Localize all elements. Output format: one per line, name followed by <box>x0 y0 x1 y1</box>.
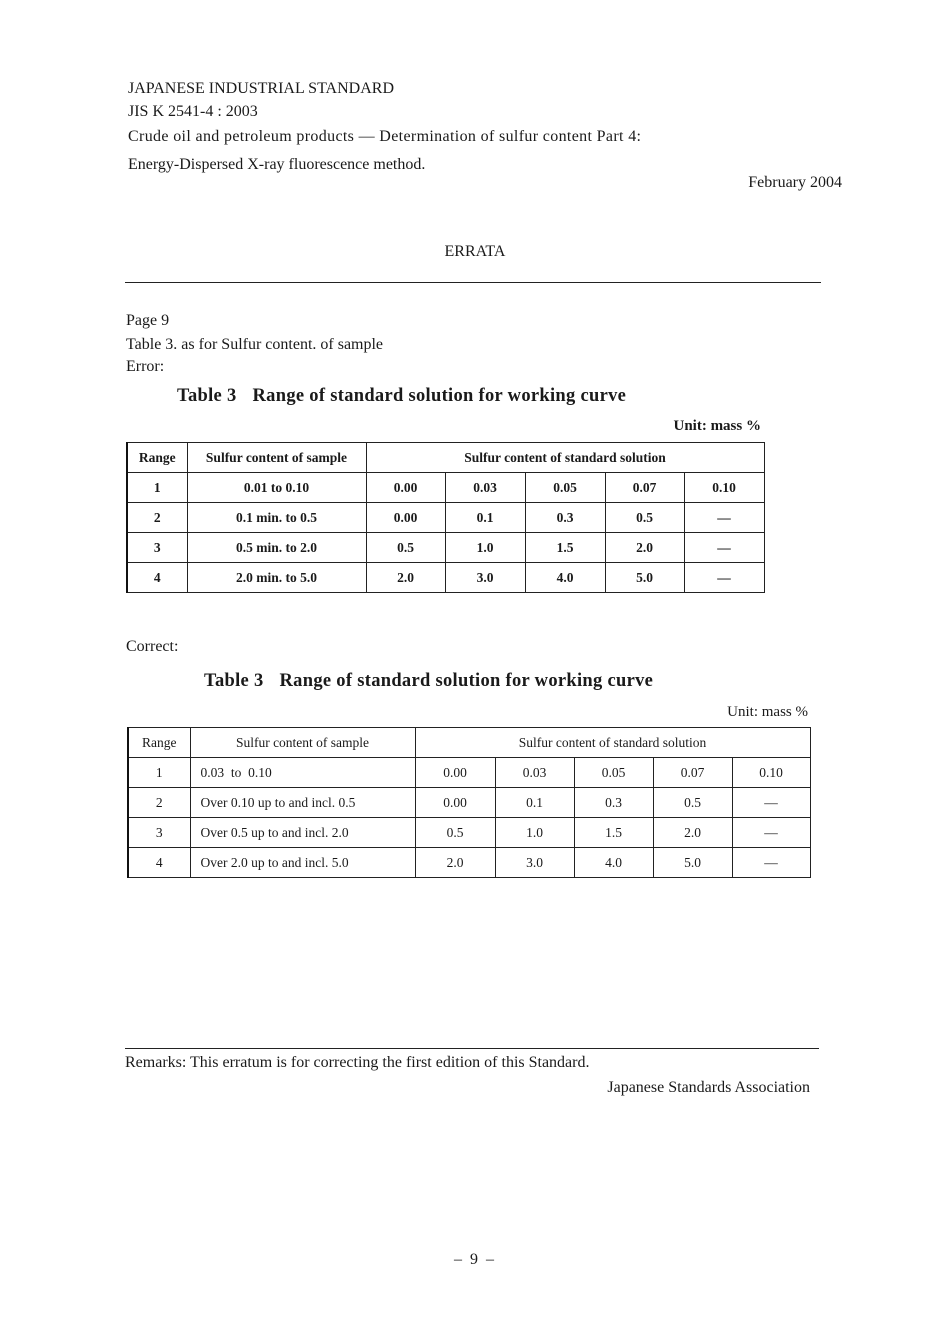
table-cell: 4.0 <box>525 563 605 593</box>
table-cell: — <box>732 848 810 878</box>
document-title: Crude oil and petroleum products — Determination of sulfur content Part 4: <box>128 128 642 145</box>
table-cell: 4 <box>128 848 190 878</box>
table-row <box>127 533 764 563</box>
table-header-row <box>127 443 764 473</box>
header-sample: Sulfur content of sample <box>187 443 366 473</box>
caption-number: Table 3 <box>177 386 237 406</box>
table-cell: 0.03 to 0.10 <box>190 758 415 788</box>
header-range: Range <box>128 728 190 758</box>
error-label: Error: <box>126 358 165 375</box>
table-cell: Over 0.5 up to and incl. 2.0 <box>190 818 415 848</box>
table-cell: 2.0 <box>653 818 732 848</box>
table-cell: 0.3 <box>525 503 605 533</box>
divider <box>125 282 821 283</box>
page-number: – 9 – <box>454 1251 496 1268</box>
table-cell: 2.0 <box>605 533 684 563</box>
table-cell: 0.5 min. to 2.0 <box>187 533 366 563</box>
table-cell: 1.5 <box>574 818 653 848</box>
page-reference: Page 9 <box>126 312 170 329</box>
table-cell: 0.3 <box>574 788 653 818</box>
header-sample: Sulfur content of sample <box>190 728 415 758</box>
table-cell: 0.07 <box>605 473 684 503</box>
table-cell: 5.0 <box>605 563 684 593</box>
table-row <box>127 473 764 503</box>
table-row <box>127 503 764 533</box>
table-cell: 0.1 <box>445 503 525 533</box>
correct-table <box>127 727 811 878</box>
table-cell: 0.5 <box>415 818 495 848</box>
table-cell: 0.01 to 0.10 <box>187 473 366 503</box>
table-cell: 1.5 <box>525 533 605 563</box>
table-reference: Table 3. as for Sulfur content. of sample <box>126 336 384 353</box>
correct-table-unit: Unit: mass % <box>727 704 808 720</box>
caption-number: Table 3 <box>204 671 264 691</box>
publisher: Japanese Standards Association <box>607 1079 810 1096</box>
table-cell: 2 <box>128 788 190 818</box>
header-range: Range <box>127 443 187 473</box>
header-standard: Sulfur content of standard solution <box>366 443 764 473</box>
document-subtitle: Energy-Dispersed X-ray fluorescence method. <box>128 156 426 173</box>
table-row <box>128 848 810 878</box>
table-cell: 2.0 min. to 5.0 <box>187 563 366 593</box>
footer-divider <box>125 1048 819 1049</box>
table-cell: 3.0 <box>495 848 574 878</box>
table-cell: 0.00 <box>415 758 495 788</box>
page-title: ERRATA <box>444 243 506 260</box>
table-cell: Over 2.0 up to and incl. 5.0 <box>190 848 415 878</box>
table-cell: 2 <box>127 503 187 533</box>
table-cell: 0.05 <box>574 758 653 788</box>
issue-date: February 2004 <box>748 174 842 191</box>
table-cell: 1.0 <box>445 533 525 563</box>
table-cell: 0.10 <box>684 473 764 503</box>
correct-label: Correct: <box>126 638 179 655</box>
table-cell: — <box>732 818 810 848</box>
table-cell: 0.05 <box>525 473 605 503</box>
table-cell: Over 0.10 up to and incl. 0.5 <box>190 788 415 818</box>
caption-text: Range of standard solution for working curve <box>279 671 654 691</box>
table-cell: 1 <box>128 758 190 788</box>
table-row <box>127 563 764 593</box>
table-cell: — <box>684 563 764 593</box>
table-cell: 0.03 <box>445 473 525 503</box>
table-cell: 0.00 <box>366 503 445 533</box>
table-cell: 2.0 <box>366 563 445 593</box>
table-cell: 0.1 min. to 0.5 <box>187 503 366 533</box>
table-cell: 1 <box>127 473 187 503</box>
table-cell: 0.00 <box>366 473 445 503</box>
table-cell: 0.1 <box>495 788 574 818</box>
table-cell: 4 <box>127 563 187 593</box>
table-cell: — <box>684 503 764 533</box>
table-cell: 0.07 <box>653 758 732 788</box>
table-cell: 1.0 <box>495 818 574 848</box>
table-cell: 0.5 <box>366 533 445 563</box>
remarks: Remarks: This erratum is for correcting the first edition of this Standard. <box>125 1054 590 1071</box>
table-row <box>128 818 810 848</box>
table-cell: 3 <box>128 818 190 848</box>
header-standard: Sulfur content of standard solution <box>415 728 810 758</box>
table-row <box>128 758 810 788</box>
table-cell: 0.5 <box>653 788 732 818</box>
table-cell: 0.00 <box>415 788 495 818</box>
table-cell: 0.03 <box>495 758 574 788</box>
standard-title: JAPANESE INDUSTRIAL STANDARD <box>128 80 394 97</box>
table-cell: 4.0 <box>574 848 653 878</box>
table-cell: 3.0 <box>445 563 525 593</box>
table-cell: — <box>732 788 810 818</box>
error-table <box>126 442 765 593</box>
table-cell: — <box>684 533 764 563</box>
table-cell: 3 <box>127 533 187 563</box>
standard-number: JIS K 2541-4 : 2003 <box>128 103 258 120</box>
table-row <box>128 788 810 818</box>
table-cell: 5.0 <box>653 848 732 878</box>
error-table-unit: Unit: mass % <box>673 418 761 434</box>
table-header-row <box>128 728 810 758</box>
error-table-caption <box>177 386 626 407</box>
table-cell: 0.5 <box>605 503 684 533</box>
caption-text: Range of standard solution for working curve <box>252 386 627 406</box>
table-cell: 0.10 <box>732 758 810 788</box>
table-cell: 2.0 <box>415 848 495 878</box>
correct-table-caption <box>204 671 653 692</box>
